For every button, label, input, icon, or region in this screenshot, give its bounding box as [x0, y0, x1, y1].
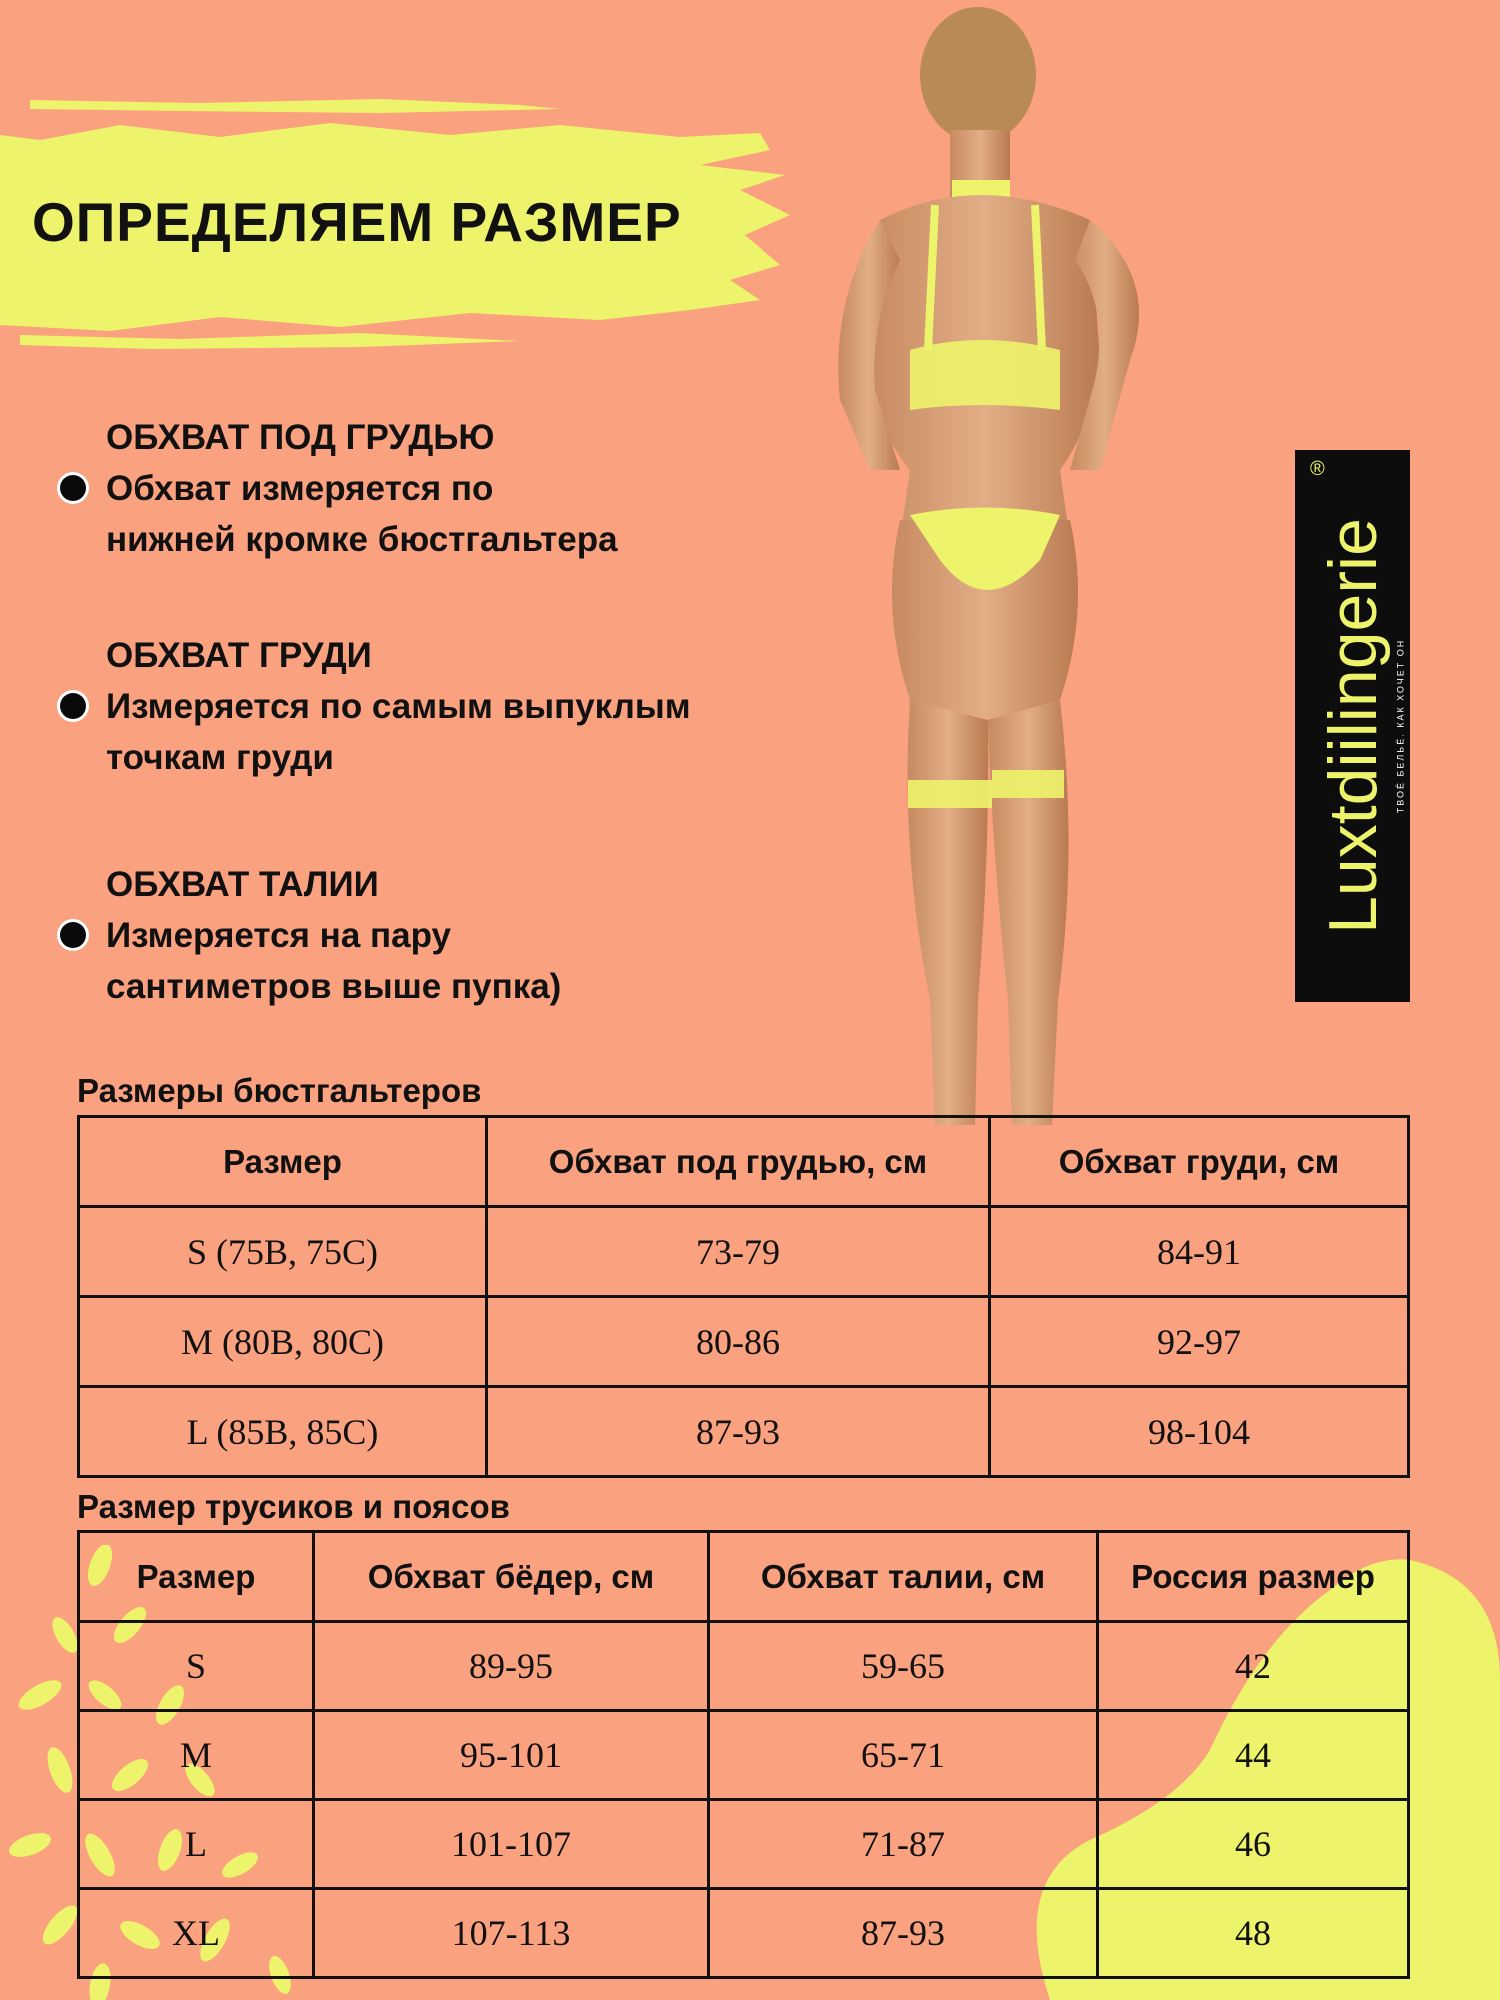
model-photo — [760, 0, 1320, 1125]
column-header: Размер — [79, 1532, 314, 1622]
table-cell: 87-93 — [709, 1889, 1098, 1978]
table-cell: 80-86 — [487, 1297, 990, 1387]
page-title: ОПРЕДЕЛЯЕМ РАЗМЕР — [32, 191, 682, 253]
bra-size-table — [77, 1115, 1410, 1478]
table-cell: 98-104 — [990, 1387, 1409, 1477]
measurement-line: Измеряется по самым выпуклым — [106, 687, 691, 726]
measurement-text — [106, 463, 618, 565]
measurement-text — [106, 681, 691, 783]
measurement-heading: ОБХВАТ ГРУДИ — [106, 636, 372, 675]
table-header-row — [79, 1117, 1409, 1207]
table-row — [79, 1622, 1409, 1711]
table-cell: 65-71 — [709, 1711, 1098, 1800]
table-cell: 42 — [1098, 1622, 1409, 1711]
measurement-waist — [60, 859, 561, 1012]
table-cell: L (85B, 85C) — [79, 1387, 487, 1477]
column-header: Обхват бёдер, см — [314, 1532, 709, 1622]
bullet-icon — [60, 475, 86, 501]
table-cell: 107-113 — [314, 1889, 709, 1978]
measurement-heading: ОБХВАТ ТАЛИИ — [106, 865, 379, 904]
column-header: Обхват груди, см — [990, 1117, 1409, 1207]
table-cell: 46 — [1098, 1800, 1409, 1889]
bullet-icon — [60, 693, 86, 719]
registered-mark: ® — [1310, 458, 1325, 480]
table-cell: 71-87 — [709, 1800, 1098, 1889]
measurement-bust — [60, 630, 691, 783]
table-row — [79, 1207, 1409, 1297]
table-cell: M (80B, 80C) — [79, 1297, 487, 1387]
column-header: Размер — [79, 1117, 487, 1207]
measurement-line: Измеряется на пару — [106, 916, 451, 955]
table-cell: 48 — [1098, 1889, 1409, 1978]
table-cell: XL — [79, 1889, 314, 1978]
measurement-line: нижней кромке бюстгальтера — [106, 520, 618, 559]
column-header: Обхват под грудью, см — [487, 1117, 990, 1207]
table-cell: S (75B, 75C) — [79, 1207, 487, 1297]
table-cell: L — [79, 1800, 314, 1889]
brand-logo — [1295, 450, 1410, 1002]
measurement-text — [106, 910, 561, 1012]
table-row — [79, 1297, 1409, 1387]
measurement-heading: ОБХВАТ ПОД ГРУДЬЮ — [106, 418, 495, 457]
table-cell: 84-91 — [990, 1207, 1409, 1297]
bullet-icon — [60, 922, 86, 948]
brand-tagline: ТВОЁ БЕЛЬЁ. КАК ХОЧЕТ ОН — [1395, 638, 1405, 814]
table-cell: 101-107 — [314, 1800, 709, 1889]
table-cell: 95-101 — [314, 1711, 709, 1800]
table-row — [79, 1387, 1409, 1477]
table-cell: 59-65 — [709, 1622, 1098, 1711]
table-cell: 73-79 — [487, 1207, 990, 1297]
table-cell: M — [79, 1711, 314, 1800]
panties-table-title: Размер трусиков и поясов — [77, 1488, 510, 1525]
brand-name: Luxtdiilingerie — [1314, 518, 1391, 934]
table-header-row — [79, 1532, 1409, 1622]
table-cell: 44 — [1098, 1711, 1409, 1800]
table-cell: 89-95 — [314, 1622, 709, 1711]
table-row — [79, 1711, 1409, 1800]
panties-size-table — [77, 1530, 1410, 1979]
measurement-line: сантиметров выше пупка) — [106, 967, 562, 1006]
measurement-line: Обхват измеряется по — [106, 469, 494, 508]
column-header: Обхват талии, см — [709, 1532, 1098, 1622]
table-cell: 87-93 — [487, 1387, 990, 1477]
table-row — [79, 1800, 1409, 1889]
measurement-underbust — [60, 412, 618, 565]
column-header: Россия размер — [1098, 1532, 1409, 1622]
table-row — [79, 1889, 1409, 1978]
table-cell: S — [79, 1622, 314, 1711]
bra-table-title: Размеры бюстгальтеров — [77, 1072, 482, 1109]
measurement-line: точкам груди — [106, 738, 334, 777]
table-cell: 92-97 — [990, 1297, 1409, 1387]
